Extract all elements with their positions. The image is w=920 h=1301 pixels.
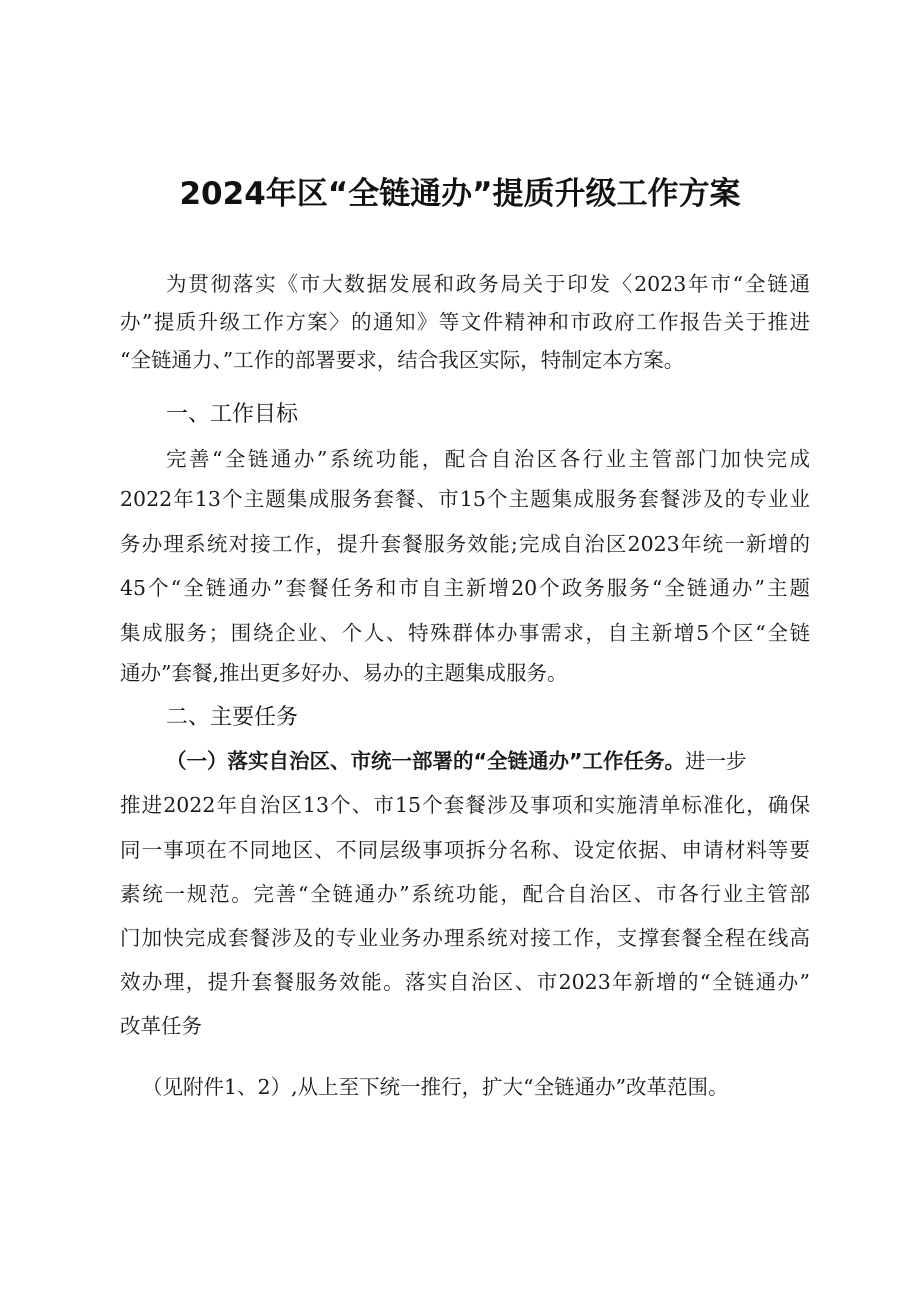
tasks-line-4: 素统一规范。完善“全链通办”系统功能，配合自治区、市各行业主管部 — [120, 882, 810, 906]
goals-line-3: 务办理系统对接工作，提升套餐服务效能;完成自治区2023年统一新增的 — [120, 532, 810, 556]
goals-line-1: 完善“全链通办”系统功能，配合自治区各行业主管部门加快完成 — [166, 447, 810, 471]
tasks-line-5: 门加快完成套餐涉及的专业业务办理系统对接工作，支撑套餐全程在线高 — [120, 926, 810, 950]
tasks-line-2: 推进2022年自治区13个、市15个套餐涉及事项和实施清单标准化，确保 — [120, 793, 810, 817]
goals-line-6: 通办”套餐,推出更多好办、易办的主题集成服务。 — [120, 661, 568, 685]
section-heading-goals: 一、工作目标 — [166, 402, 299, 427]
task-item-1-heading: （一）落实自治区、市统一部署的“全链通办”工作任务。 — [166, 749, 685, 773]
tasks-continuation-line: （见附件1、2）,从上至下统一推行，扩大“全链通办”改革范围。 — [142, 1075, 729, 1099]
intro-line-1: 为贯彻落实《市大数据发展和政务局关于印发〈2023年市“全链通 — [166, 272, 810, 296]
goals-line-5: 集成服务；围绕企业、个人、特殊群体办事需求，自主新增5个区“全链 — [120, 621, 810, 645]
tasks-line-6: 效办理，提升套餐服务效能。落实自治区、市2023年新增的“全链通办” — [120, 970, 810, 994]
goals-line-2: 2022年13个主题集成服务套餐、市15个主题集成服务套餐涉及的专业业 — [120, 487, 810, 511]
section-heading-tasks: 二、主要任务 — [166, 705, 299, 730]
intro-line-3: “全链通力、”工作的部署要求，结合我区实际，特制定本方案。 — [120, 348, 685, 372]
task-item-1-text: 进一步 — [684, 749, 747, 773]
goals-line-4: 45个“全链通办”套餐任务和市自主新增20个政务服务“全链通办”主题 — [120, 576, 810, 600]
intro-line-2: 办”提质升级工作方案〉的通知》等文件精神和市政府工作报告关于推进 — [120, 310, 810, 334]
tasks-line-7: 改革任务 — [120, 1014, 202, 1038]
tasks-line-3: 同一事项在不同地区、不同层级事项拆分名称、设定依据、申请材料等要 — [120, 838, 810, 862]
document-title: 2024年区“全链通办”提质升级工作方案 — [179, 176, 741, 212]
tasks-line-1 — [166, 746, 810, 776]
